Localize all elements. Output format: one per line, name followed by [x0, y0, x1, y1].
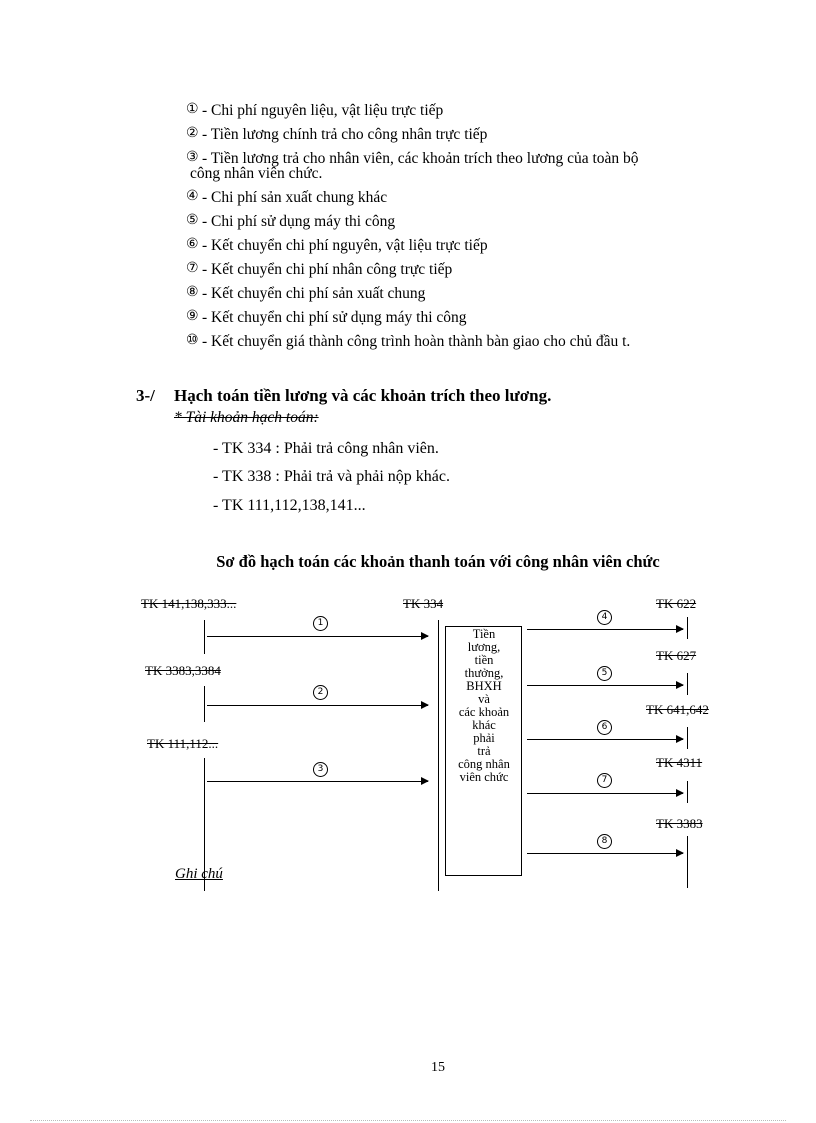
left-account-1: TK 141,138,333...	[141, 596, 237, 611]
center-account-line	[438, 620, 439, 891]
arrow-label-3: 3	[313, 762, 328, 777]
arrow-label-7: 7	[597, 773, 612, 788]
left-account-2: TK 3383,3384	[145, 663, 221, 678]
page-number: 15	[431, 1060, 445, 1075]
arrow-2	[207, 705, 428, 706]
arrow-label-8: 8	[597, 834, 612, 849]
legend-number: ⑦	[186, 261, 199, 276]
account-item: - TK 334 : Phải trả công nhân viên.	[213, 440, 439, 457]
box-line: tiền	[474, 653, 494, 667]
box-line: BHXH	[466, 679, 502, 693]
right-account-2: TK 627	[656, 648, 697, 663]
center-account: TK 334	[403, 596, 444, 611]
legend-item-8	[186, 285, 425, 301]
arrow-8	[527, 853, 683, 854]
arrow-3	[207, 781, 428, 782]
legend-text: - Chi phí sản xuất chung khác	[202, 189, 388, 206]
right-account-1-line	[687, 617, 688, 639]
arrow-label-2: 2	[313, 685, 328, 700]
legend-item-4	[186, 189, 387, 205]
legend-text: - Kết chuyển chi phí nguyên, vật liệu trực tiếp	[202, 237, 488, 254]
legend-text: - Kết chuyển chi phí sử dụng máy thi công	[202, 309, 467, 326]
legend-item-6	[186, 237, 488, 253]
section-title: Hạch toán tiền lương và các khoản trích theo lương.	[174, 386, 552, 405]
legend-number: ⑧	[186, 285, 199, 300]
arrow-7	[527, 793, 683, 794]
box-line: các khoản	[458, 705, 510, 719]
accounts-subheading: * Tài khoản hạch toán:	[174, 409, 319, 426]
legend-item-1	[186, 102, 443, 118]
arrow-1	[207, 636, 428, 637]
right-account-3-line	[687, 727, 688, 749]
legend-number: ⑩	[186, 333, 199, 348]
arrow-4	[527, 629, 683, 630]
legend-number: ⑨	[186, 309, 199, 324]
legend-item-7	[186, 261, 452, 277]
left-account-3: TK 111,112...	[147, 736, 219, 751]
arrow-6	[527, 739, 683, 740]
legend-text-continued: công nhân viên chức.	[190, 165, 323, 182]
left-account-2-line	[204, 686, 205, 722]
box-line: công nhân	[458, 757, 510, 771]
box-line: thưởng,	[464, 666, 504, 680]
section-heading	[136, 386, 551, 406]
legend-text: - Chi phí sử dụng máy thi công	[202, 213, 396, 230]
legend-item-3	[186, 150, 746, 181]
legend-item-9	[186, 309, 467, 325]
left-account-1-line	[204, 620, 205, 654]
right-account-5: TK 3383	[656, 816, 703, 831]
right-account-5-line	[687, 836, 688, 888]
payment-box-text	[446, 628, 522, 784]
legend-number: ④	[186, 189, 199, 204]
legend-number: ⑤	[186, 213, 199, 228]
legend-number: ⑥	[186, 237, 199, 252]
box-line: viên chức	[459, 770, 509, 784]
right-account-1: TK 622	[656, 596, 697, 611]
section-number: 3-/	[136, 386, 155, 405]
legend-item-10	[186, 333, 630, 349]
legend-item-2	[186, 126, 487, 142]
legend-text: - Kết chuyển chi phí nhân công trực tiếp	[202, 261, 453, 278]
arrow-label-6: 6	[597, 720, 612, 735]
legend-number: ②	[186, 126, 199, 141]
legend-number: ③	[186, 150, 199, 165]
box-line: phải	[473, 731, 495, 745]
box-line: Tiền	[472, 627, 496, 641]
arrow-5	[527, 685, 683, 686]
box-line: và	[478, 692, 490, 706]
arrow-label-1: 1	[313, 616, 328, 631]
right-account-4: TK 4311	[656, 755, 703, 770]
diagram-title: Sơ đồ hạch toán các khoản thanh toán với công nhân viên chức	[216, 552, 660, 571]
legend-text: - Kết chuyển giá thành công trình hoàn thành bàn giao cho chủ đầu t.	[202, 333, 631, 350]
right-account-3: TK 641,642	[646, 702, 709, 717]
box-line: trả	[477, 744, 491, 758]
arrow-label-5: 5	[597, 666, 612, 681]
right-account-4-line	[687, 781, 688, 803]
legend-number: ①	[186, 102, 199, 117]
diagram-note: Ghi chú	[175, 866, 223, 882]
arrow-label-4: 4	[597, 610, 612, 625]
account-item: - TK 338 : Phải trả và phải nộp khác.	[213, 468, 450, 485]
box-line: khác	[472, 718, 496, 732]
account-item: - TK 111,112,138,141...	[213, 497, 366, 514]
legend-text: - Tiền lương chính trả cho công nhân trực tiếp	[202, 126, 488, 143]
legend-item-5	[186, 213, 395, 229]
legend-text: - Tiền lương trả cho nhân viên, các khoản trích theo lương của toàn bộ	[202, 150, 639, 167]
right-account-2-line	[687, 673, 688, 695]
legend-text: - Chi phí nguyên liệu, vật liệu trực tiếp	[202, 102, 444, 119]
legend-text: - Kết chuyển chi phí sản xuất chung	[202, 285, 426, 302]
box-line: lương,	[467, 640, 501, 654]
page-bottom-rule	[30, 1120, 786, 1121]
